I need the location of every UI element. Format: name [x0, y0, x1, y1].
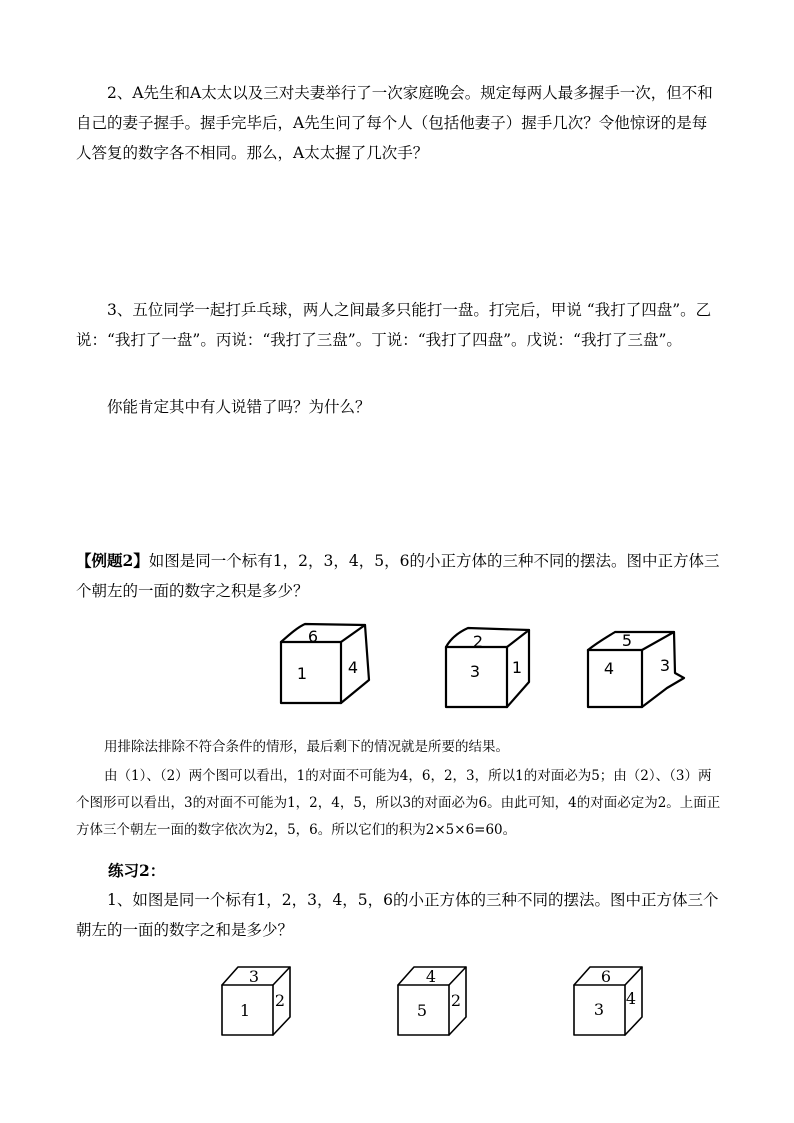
example-cube-2	[443, 627, 535, 709]
problem-2-text: 2、A先生和A太太以及三对夫妻举行了一次家庭晚会。规定每两人最多握手一次，但不和自己的妻子握手。握手完毕后，A先生问了每个人（包括他妻子）握手几次？令他惊讶的是每人答复的数字各不相同。那么，A太太握了几次手？	[76, 84, 713, 162]
solution-text: 由（1）、（2）两个图可以看出，1的对面不可能为4，6，2，3，所以1的对面必为5；由（2）、（3）两个图形可以看出，3的对面不可能为1，2，4，5，所以3的对面必为6。由此可知，4的对面必定为2。上面正方体三个朝左一面的数字依次为2，5，6。所以它们的积为2×5×6=60。	[76, 768, 721, 838]
cube-3-right-number: 3	[659, 656, 671, 675]
practice-cube-1	[220, 965, 294, 1037]
cube-2-right-number: 1	[511, 658, 523, 677]
example-2-text: 如图是同一个标有1，2，3，4，5，6的小正方体的三种不同的摆法。图中正方体三个朝左的一面的数字之积是多少？	[76, 552, 720, 600]
problem-3-text: 3、五位同学一起打乒乓球，两人之间最多只能打一盘。打完后，甲说 “我打了四盘”。乙说：“我打了一盘”。丙说：“我打了三盘”。丁说：“我打了四盘”。戊说：“我打了三盘”。	[76, 301, 712, 349]
practice-2-text: 1、如图是同一个标有1，2，3，4，5，6的小正方体的三种不同的摆法。图中正方体三个朝左的一面的数字之和是多少？	[76, 891, 719, 939]
example-2-paragraph	[76, 546, 722, 606]
cube-2-front-number: 3	[469, 662, 481, 681]
practice-2-heading: 练习2：	[108, 861, 166, 880]
cube-3-front-number: 4	[603, 659, 615, 678]
problem-3-question: 你能肯定其中有人说错了吗？为什么？	[107, 398, 371, 416]
practice-cube-1-right-number: 2	[274, 991, 286, 1010]
example-cube-1	[278, 622, 370, 708]
cube-1-front-number: 1	[296, 664, 308, 683]
cube-2-top-number: 2	[472, 632, 484, 651]
cube-1-top-number: 6	[307, 627, 319, 646]
practice-cube-3-right-number: 4	[625, 989, 637, 1008]
practice-cube-2	[396, 965, 470, 1037]
practice-cube-2-front-number: 5	[416, 1001, 428, 1020]
practice-cube-1-front-number: 1	[239, 1001, 251, 1020]
solution-method: 用排除法排除不符合条件的情形，最后剩下的情况就是所要的结果。	[104, 739, 509, 755]
practice-cube-3-top-number: 6	[600, 967, 612, 986]
practice-cube-3-front-number: 3	[593, 1000, 605, 1019]
example-cube-3	[585, 628, 687, 708]
practice-cube-1-top-number: 3	[248, 967, 260, 986]
practice-cube-2-top-number: 4	[425, 967, 437, 986]
cube-3-top-number: 5	[621, 631, 633, 650]
practice-cube-3	[572, 965, 646, 1037]
practice-cube-2-right-number: 2	[450, 991, 462, 1010]
cube-1-right-number: 4	[347, 658, 359, 677]
example-2-label: 【例题2】	[76, 551, 149, 570]
